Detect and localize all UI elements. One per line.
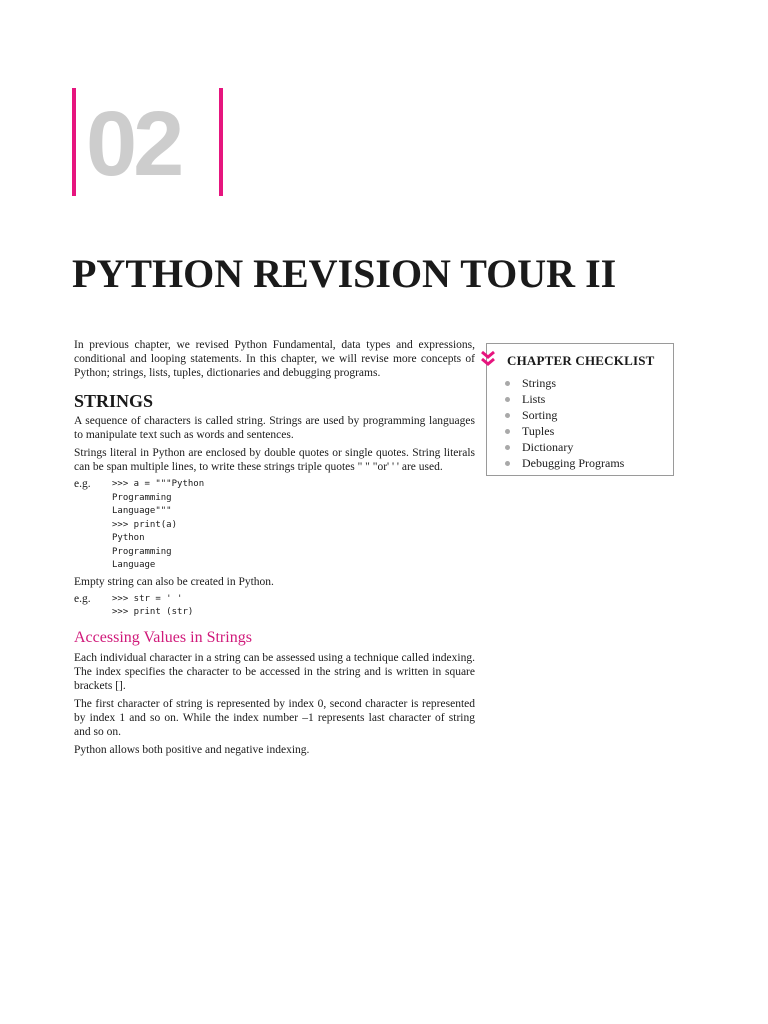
accessing-heading: Accessing Values in Strings bbox=[74, 628, 252, 646]
example-label: e.g. bbox=[74, 592, 91, 605]
checklist-item bbox=[505, 375, 624, 391]
checklist-title: CHAPTER CHECKLIST bbox=[507, 353, 655, 368]
checklist-item-label: Sorting bbox=[522, 408, 558, 422]
code-line: Language""" bbox=[112, 506, 172, 516]
code-line: >>> str = ' ' bbox=[112, 593, 183, 604]
bullet-icon bbox=[505, 429, 510, 434]
strings-paragraph-1: A sequence of characters is called string. Strings are used by programming languages to manipulate text such as words and sentences. bbox=[74, 415, 475, 441]
checklist-item bbox=[505, 439, 624, 455]
checklist-item bbox=[505, 391, 624, 407]
chapter-number-right-bar bbox=[219, 88, 223, 196]
strings-heading: STRINGS bbox=[74, 391, 154, 411]
example-2 bbox=[74, 593, 475, 620]
checklist-item-label: Strings bbox=[522, 376, 557, 390]
checklist-item bbox=[505, 407, 624, 423]
strings-paragraph-2: Strings literal in Python are enclosed by double quotes or single quotes. String literals can be span multiple lines, to write these strings triple quotes " " "or' ' ' are used. bbox=[74, 447, 475, 473]
checklist-item bbox=[505, 455, 624, 471]
bullet-icon bbox=[505, 397, 510, 402]
checklist-item-label: Dictionary bbox=[522, 440, 574, 454]
code-line: Python bbox=[112, 533, 145, 543]
bullet-icon bbox=[505, 461, 510, 466]
chapter-number: 02 bbox=[86, 93, 181, 195]
accessing-paragraph-1: Each individual character in a string can be assessed using a technique called indexing. The index specifies the character to be accessed in the string and is written in square brackets []. bbox=[74, 651, 475, 692]
accessing-paragraph-3: Python allows both positive and negative indexing. bbox=[74, 743, 310, 756]
chapter-checklist-box bbox=[486, 343, 674, 476]
checklist-item-label: Lists bbox=[522, 392, 546, 406]
code-block bbox=[112, 593, 193, 620]
checklist-item-label: Debugging Programs bbox=[522, 456, 625, 470]
checklist-item bbox=[505, 423, 624, 439]
example-label: e.g. bbox=[74, 478, 91, 490]
bullet-icon bbox=[505, 413, 510, 418]
code-line: >>> a = """Python bbox=[112, 479, 205, 489]
intro-paragraph: In previous chapter, we revised Python Fundamental, data types and expressions, conditional and looping statements. In this chapter, we will revise more concepts of Python; strings, lists, tuples, dictionaries and debugging programs. bbox=[74, 339, 475, 379]
chapter-number-left-bar bbox=[72, 88, 76, 196]
chapter-title: PYTHON REVISION TOUR II bbox=[72, 251, 617, 296]
main-column bbox=[74, 338, 475, 761]
code-line: Programming bbox=[112, 546, 172, 557]
checklist-item-label: Tuples bbox=[522, 424, 555, 438]
double-chevron-down-icon bbox=[481, 350, 495, 368]
example-1 bbox=[74, 478, 475, 573]
code-line: >>> print(a) bbox=[112, 519, 178, 530]
code-block bbox=[112, 478, 204, 573]
bullet-icon bbox=[505, 381, 510, 386]
bullet-icon bbox=[505, 445, 510, 450]
accessing-paragraph-2: The first character of string is represented by index 0, second character is represented by index 1 and so on. While the index number –1 represents last character of string and so on. bbox=[74, 697, 475, 738]
strings-paragraph-3: Empty string can also be created in Python. bbox=[74, 575, 274, 588]
code-line: Programming bbox=[112, 492, 172, 503]
checklist-items bbox=[505, 375, 624, 471]
code-line: Language bbox=[112, 560, 156, 570]
code-line: >>> print (str) bbox=[112, 607, 194, 617]
